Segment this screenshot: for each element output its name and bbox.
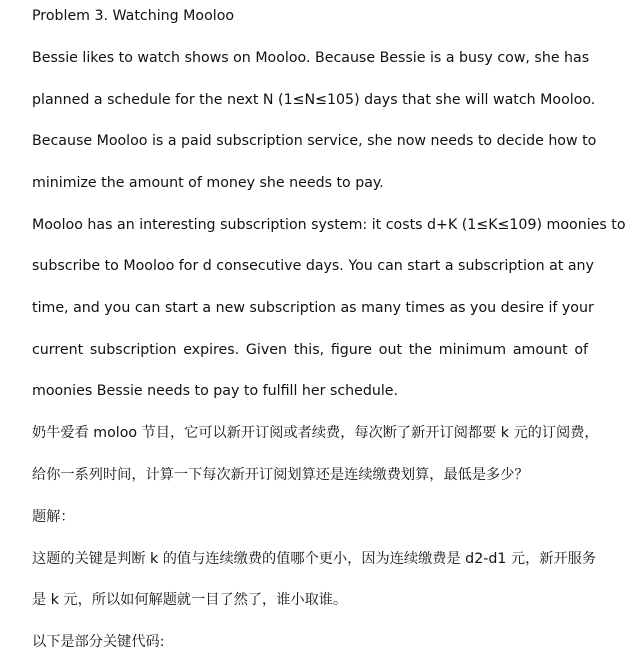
paragraph-line: Mooloo has an interesting subscription system: it costs d+K (1≤K≤109) moonies to [32,217,626,233]
paragraph-line: subscribe to Mooloo for d consecutive days. You can start a subscription at any [32,258,594,274]
paragraph-line: current subscription expires. Given this, figure out the minimum amount of [32,342,588,358]
paragraph-line: moonies Bessie needs to pay to fulfill her schedule. [32,383,399,399]
paragraph-line: minimize the amount of money she needs to pay. [32,175,384,191]
chinese-paragraph-line: 给你一系列时间，计算一下每次新开订阅划算还是连续缴费划算，最低是多少？ [32,467,529,483]
code-intro-line: 以下是部分关键代码: [32,634,165,650]
paragraph-line: time, and you can start a new subscription as many times as you desire if your [32,300,594,316]
problem-title: Problem 3. Watching Mooloo [32,8,235,24]
chinese-paragraph-line: 奶牛爱看 moloo 节目，它可以新开订阅或者续费，每次断了新开订阅都要 k 元的订阅费， [32,425,599,441]
paragraph-line: Because Mooloo is a paid subscription service, she now needs to decide how to [32,133,597,149]
section-heading: 题解： [32,509,75,525]
chinese-paragraph-line: 是 k 元，所以如何解题就一目了然了，谁小取谁。 [32,592,348,608]
chinese-paragraph-line: 这题的关键是判断 k 的值与连续缴费的值哪个更小，因为连续缴费是 d2-d1 元，新开服务 [32,551,597,567]
paragraph-line: planned a schedule for the next N (1≤N≤105) days that she will watch Mooloo. [32,92,596,108]
paragraph-line: Bessie likes to watch shows on Mooloo. Because Bessie is a busy cow, she has [32,50,590,66]
